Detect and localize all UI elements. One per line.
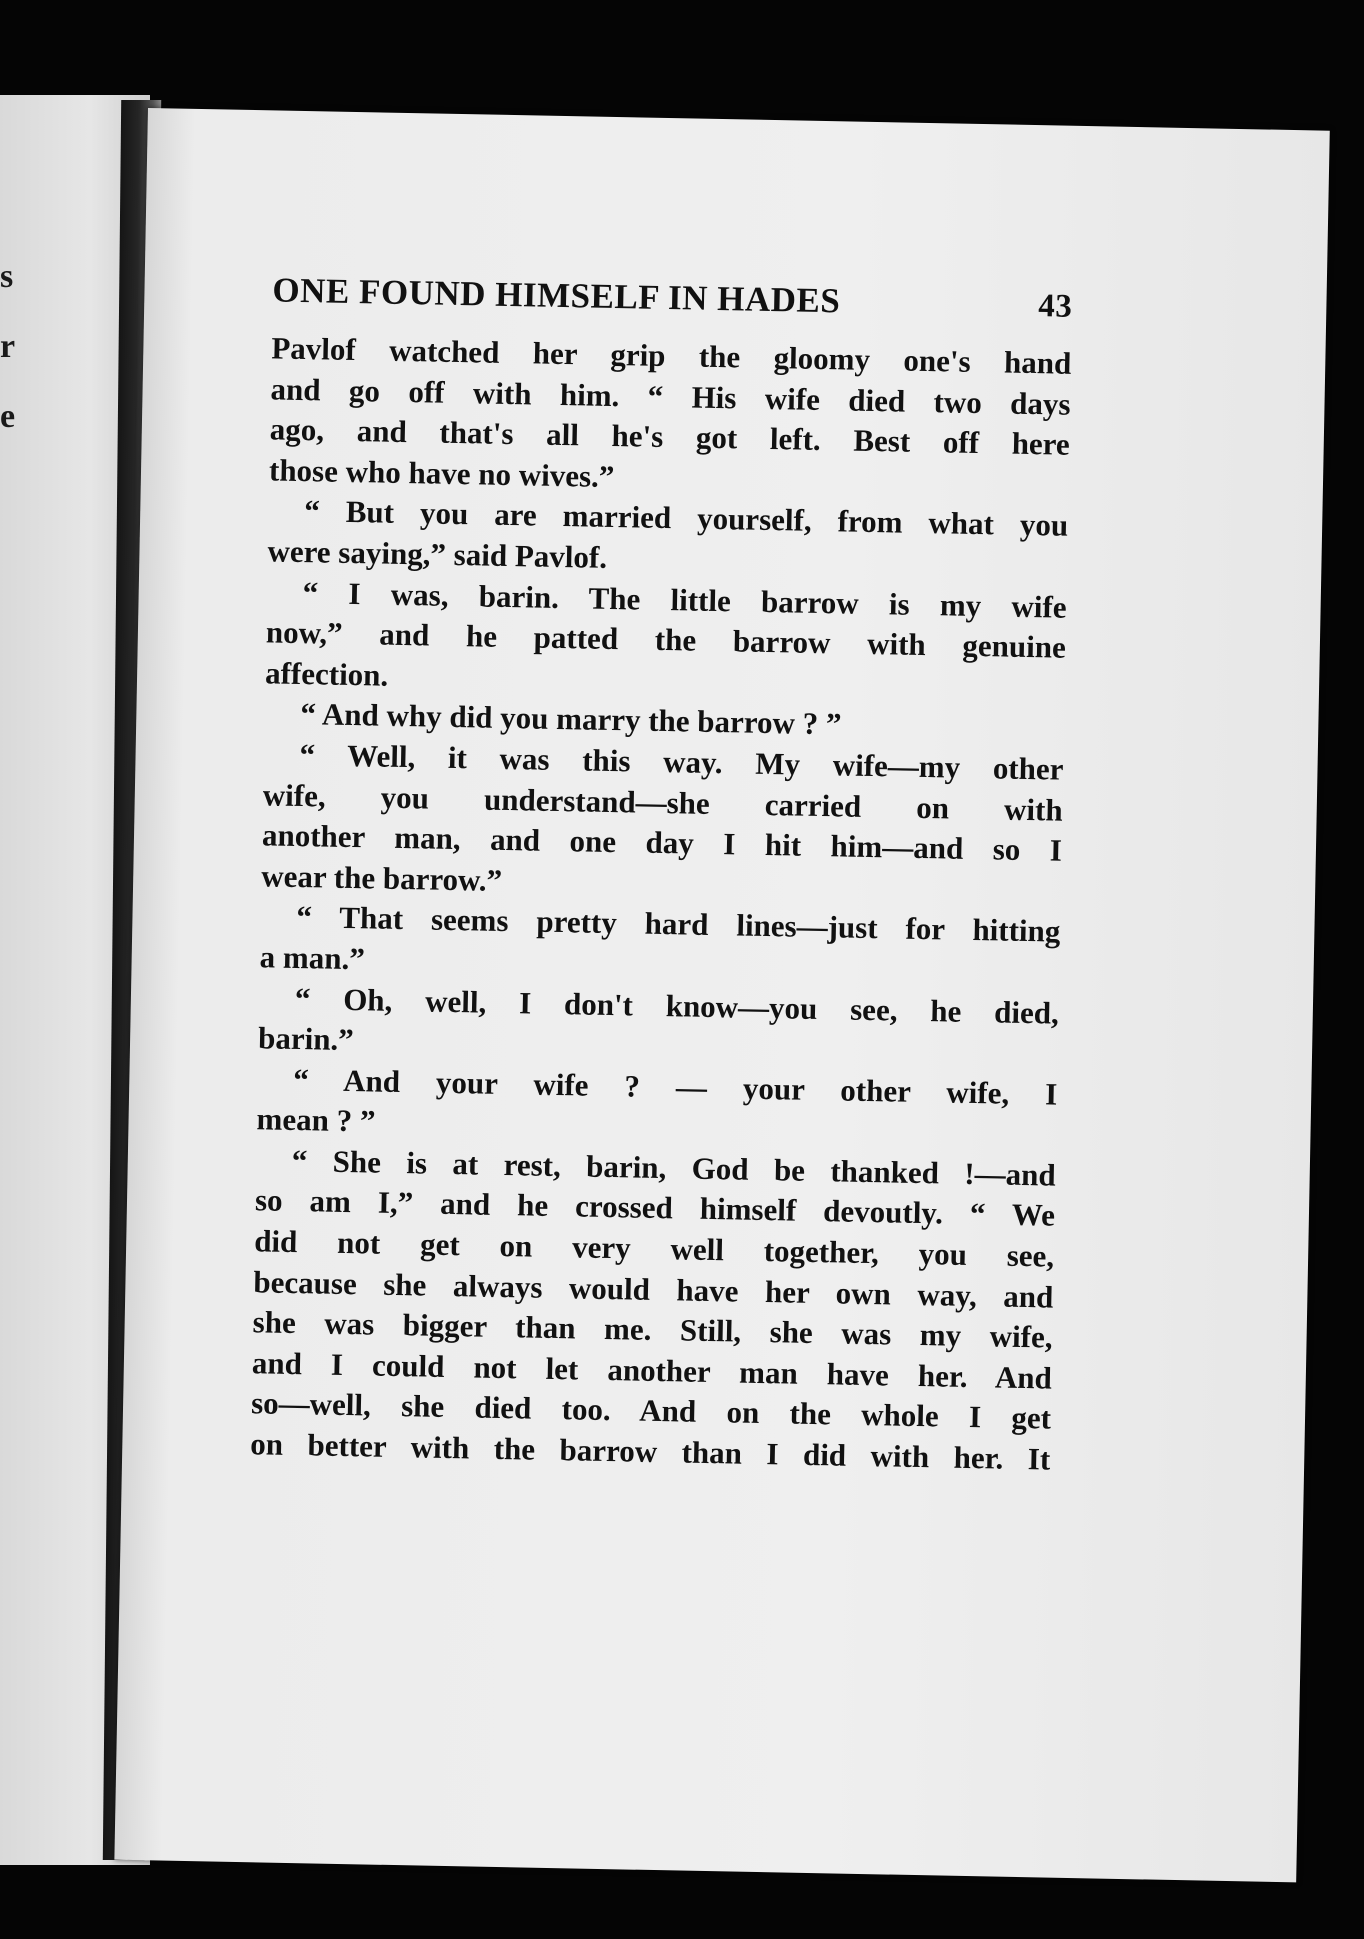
text-line: barin.”: [257, 1020, 355, 1058]
text-line: another man, and one day I hit him—and so I: [261, 817, 1063, 868]
text-line: and go off with him. “ His wife died two days: [270, 371, 1071, 422]
text-line: she was bigger than me. Still, she was my wife,: [252, 1304, 1053, 1355]
text-line: wear the barrow.”: [260, 858, 503, 898]
edge-glyph: s: [0, 258, 14, 295]
running-head: [272, 270, 1073, 325]
text-line: so—well, she died too. And on the whole I get: [250, 1385, 1052, 1437]
text-line: now,” and he patted the barrow with genuine: [265, 614, 1067, 665]
text-line: affection.: [264, 655, 389, 693]
text-line: because she always would have her own way, and: [253, 1263, 1054, 1315]
text-line: Pavlof watched her grip the gloomy one's hand: [271, 330, 1072, 381]
text-line: on better with the barrow than I did with her. It: [250, 1426, 1051, 1477]
text-line: a man.”: [259, 939, 366, 977]
body-text: [250, 328, 1072, 1480]
text-line: “ Oh, well, I don't know—you see, he died,: [294, 980, 1060, 1031]
running-head-title: ONE FOUND HIMSELF IN HADES: [272, 270, 841, 321]
text-line: “ And your wife ? — your other wife, I: [293, 1061, 1058, 1112]
text-line: “ But you are married yourself, from what you: [303, 493, 1069, 544]
book-page: [114, 108, 1329, 1882]
text-line: did not get on very well together, you see,: [253, 1223, 1055, 1274]
text-line: and I could not let another man have her. And: [251, 1345, 1053, 1396]
text-line: so am I,” and he crossed himself devoutly. “ We: [254, 1182, 1056, 1234]
text-line: “ And why did you marry the barrow ? ”: [300, 696, 842, 742]
edge-glyph: r: [0, 328, 16, 365]
text-line: ago, and that's all he's got left. Best off here: [269, 411, 1071, 462]
page-number: 43: [1038, 288, 1073, 325]
edge-glyph: e: [0, 398, 16, 435]
text-line: wife, you understand—she carried on with: [262, 776, 1064, 828]
text-line: “ That seems pretty hard lines—just for hitting: [296, 899, 1061, 949]
text-line: mean ? ”: [256, 1101, 376, 1139]
text-line: “ She is at rest, barin, God be thanked !—and: [291, 1142, 1057, 1193]
text-line: “ Well, it was this way. My wife—my other: [299, 736, 1064, 787]
text-line: those who have no wives.”: [268, 452, 615, 494]
text-line: were saying,” said Pavlof.: [267, 533, 608, 575]
page-text-block: [250, 270, 1073, 1480]
text-line: “ I was, barin. The little barrow is my wife: [302, 574, 1067, 625]
